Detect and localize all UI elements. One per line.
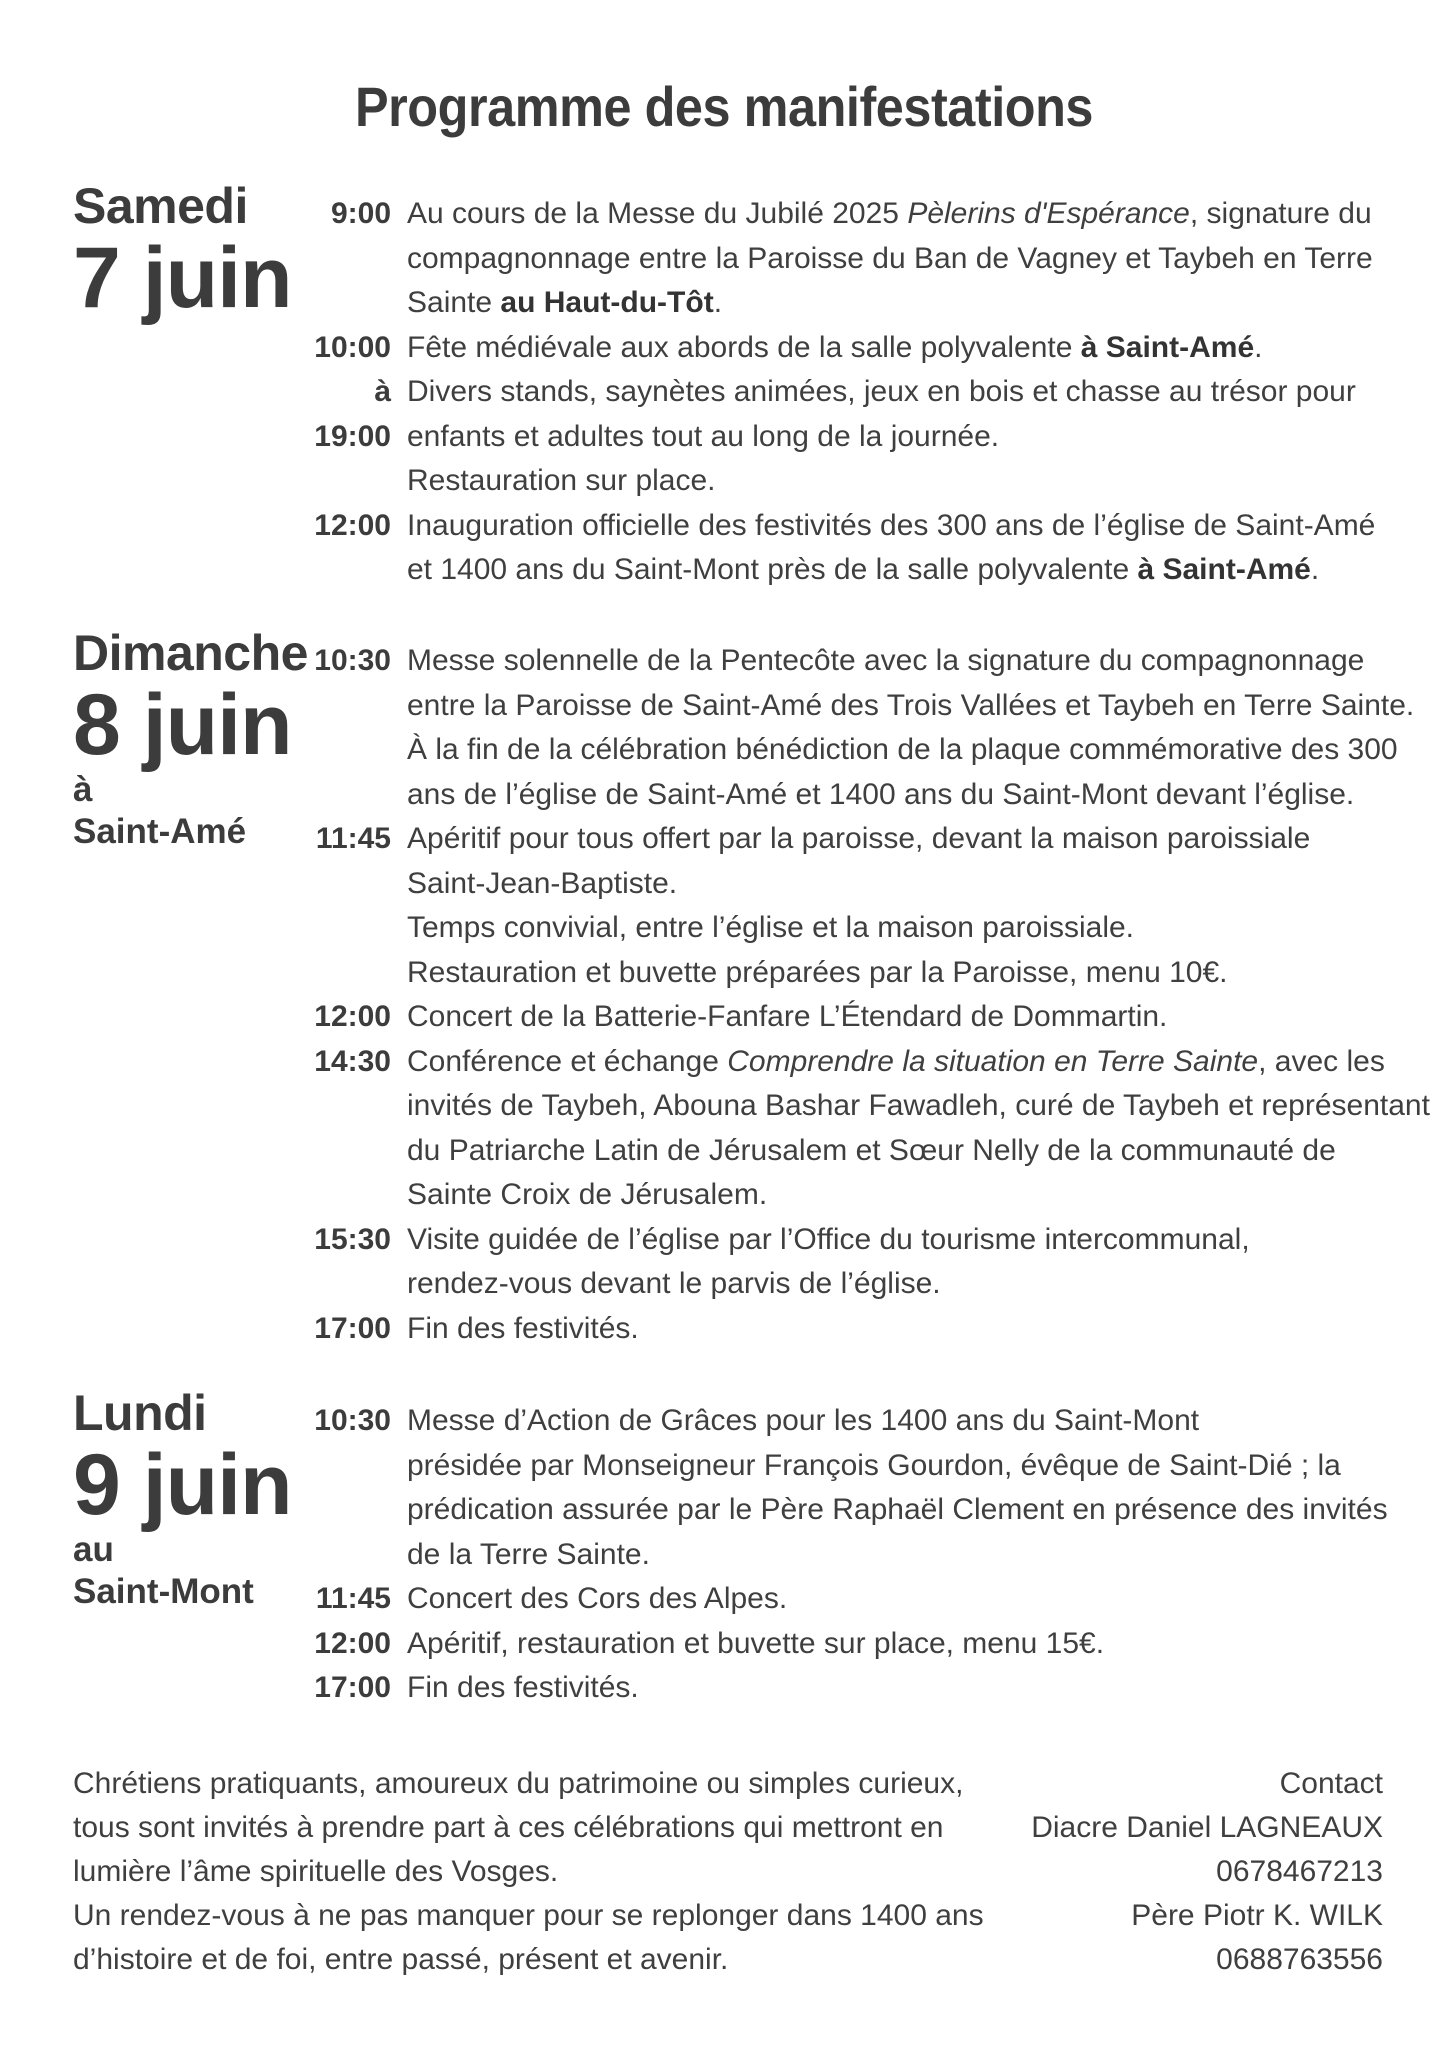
- event-line: [407, 1173, 1430, 1218]
- event-time-line: 11:45: [315, 822, 391, 855]
- event-text: invités de Taybeh, Abouna Bashar Fawadleh, curé de Taybeh et représentant: [407, 1089, 1430, 1122]
- event-line: [407, 1218, 1393, 1263]
- event-time-line: 12:00: [314, 1000, 391, 1033]
- event-text: enfants et adultes tout au long de la journée.: [407, 419, 1000, 453]
- day-location: Saint-Mont: [73, 1572, 254, 1611]
- day-location-prefix: au: [73, 1530, 114, 1569]
- invitation-line: d’histoire et de foi, entre passé, présent et avenir.: [73, 1943, 729, 1976]
- event-line: [407, 951, 1393, 996]
- event-text: rendez-vous devant le parvis de l’église.: [407, 1267, 941, 1300]
- event-line: [407, 1488, 1393, 1533]
- event-time: [293, 1307, 407, 1352]
- event-description: [407, 1666, 1393, 1711]
- event-time-line: 14:30: [314, 1044, 391, 1078]
- event-time: [293, 995, 407, 1040]
- event-place: au Haut-du-Tôt: [500, 286, 714, 319]
- event-line: [407, 415, 1393, 460]
- invitation-line: lumière l’âme spirituelle des Vosges.: [73, 1855, 559, 1888]
- day-date: 8 juin: [73, 677, 292, 773]
- event-description: [407, 192, 1393, 326]
- event-description: [407, 1622, 1393, 1667]
- event-text: Fin des festivités.: [407, 1311, 639, 1345]
- event-line: [407, 1262, 1393, 1307]
- event-line: [407, 773, 1414, 818]
- event-time-line: 10:30: [314, 644, 391, 677]
- day-date: 7 juin: [73, 230, 292, 326]
- contact-name: Diacre Daniel LAGNEAUX: [1031, 1811, 1383, 1844]
- event-time-line: 11:45: [315, 1582, 391, 1615]
- event-line: [407, 1040, 1430, 1085]
- event-row: [293, 1307, 1393, 1352]
- event-line: [407, 1399, 1393, 1444]
- invitation-line: tous sont invités à prendre part à ces célébrations qui mettront en: [73, 1811, 944, 1844]
- event-text: ans de l’église de Saint-Amé et 1400 ans du Saint-Mont devant l’église.: [407, 777, 1355, 811]
- event-description: [407, 1040, 1430, 1218]
- event-description: [407, 326, 1393, 504]
- event-text: compagnonnage entre la Paroisse du Ban de Vagney et Taybeh en Terre: [407, 241, 1373, 275]
- event-description: [407, 504, 1393, 593]
- event-time: [293, 639, 407, 817]
- event-text: Au cours de la Messe du Jubilé 2025: [407, 197, 908, 230]
- event-description: [407, 1218, 1393, 1307]
- event-line: [407, 684, 1414, 729]
- event-row: [293, 639, 1415, 817]
- event-row: [293, 1218, 1393, 1307]
- event-text: Temps convivial, entre l’église et la maison paroissiale.: [407, 911, 1135, 944]
- event-time-line: 19:00: [314, 419, 391, 453]
- event-text: Conférence et échange: [407, 1044, 728, 1078]
- event-text: et 1400 ans du Saint-Mont près de la salle polyvalente: [407, 553, 1138, 586]
- event-row: [293, 1622, 1393, 1667]
- event-text: Apéritif pour tous offert par la paroisse, devant la maison paroissiale: [407, 822, 1311, 855]
- event-text: Restauration et buvette préparées par la Paroisse, menu 10€.: [407, 955, 1228, 989]
- event-text: À la fin de la célébration bénédiction de la plaque commémorative des 300: [407, 733, 1398, 766]
- event-line: [407, 548, 1393, 593]
- event-list: [293, 639, 1430, 1351]
- event-text: Divers stands, saynètes animées, jeux en bois et chasse au trésor pour: [407, 375, 1356, 408]
- event-line: [407, 459, 1393, 504]
- event-line: [407, 326, 1393, 371]
- event-line: [407, 995, 1393, 1040]
- event-time: [293, 504, 407, 593]
- event-line: [407, 1444, 1393, 1489]
- event-time: [293, 1399, 407, 1577]
- event-place: à Saint-Amé: [1137, 553, 1311, 586]
- event-line: [407, 370, 1393, 415]
- event-row: [293, 326, 1393, 504]
- event-text: .: [713, 286, 723, 319]
- event-time-line: 15:30: [314, 1222, 391, 1256]
- event-text: Sainte: [407, 286, 501, 319]
- event-highlight: Comprendre la situation en Terre Sainte: [727, 1044, 1259, 1078]
- event-description: [407, 1577, 1393, 1622]
- contact-phone[interactable]: 0678467213: [1216, 1855, 1383, 1888]
- event-text: Saint-Jean-Baptiste.: [407, 866, 678, 900]
- event-text: Inauguration officielle des festivités des 300 ans de l’église de Saint-Amé: [407, 508, 1376, 542]
- event-time: [293, 1218, 407, 1307]
- event-line: [407, 639, 1414, 684]
- event-line: [407, 1084, 1430, 1129]
- event-text: Messe d’Action de Grâces pour les 1400 ans du Saint-Mont: [407, 1404, 1200, 1437]
- event-place: à Saint-Amé: [1080, 330, 1255, 364]
- event-list: [293, 1399, 1393, 1711]
- event-line: [407, 1666, 1393, 1711]
- event-row: [293, 504, 1393, 593]
- event-description: [407, 1399, 1393, 1577]
- event-time-line: 9:00: [330, 197, 391, 230]
- event-text: Sainte Croix de Jérusalem.: [407, 1178, 768, 1211]
- event-text: Messe solennelle de la Pentecôte avec la signature du compagnonnage: [407, 644, 1365, 677]
- event-line: [407, 237, 1393, 282]
- event-line: [407, 1577, 1393, 1622]
- event-row: [293, 1399, 1393, 1577]
- invitation-line: Un rendez-vous à ne pas manquer pour se replonger dans 1400 ans: [73, 1899, 984, 1932]
- event-text: Concert des Cors des Alpes.: [407, 1582, 788, 1615]
- day-location-prefix: à: [73, 770, 93, 809]
- event-time: [293, 1622, 407, 1667]
- day-heading: [73, 625, 313, 853]
- day-heading: [73, 178, 313, 326]
- event-list: [293, 192, 1393, 593]
- event-time: [293, 1577, 407, 1622]
- day-location: Saint-Amé: [73, 812, 247, 851]
- event-time: [293, 326, 407, 504]
- day-name: Lundi: [73, 1385, 207, 1441]
- event-text: Fin des festivités.: [407, 1671, 639, 1704]
- contact-name: Père Piotr K. WILK: [1131, 1899, 1383, 1932]
- event-line: [407, 504, 1393, 549]
- day-name: Samedi: [73, 178, 248, 234]
- event-time-line: 17:00: [314, 1311, 391, 1345]
- event-text: Apéritif, restauration et buvette sur place, menu 15€.: [407, 1626, 1105, 1660]
- contact-block: [983, 1762, 1383, 1982]
- event-text: prédication assurée par le Père Raphaël Clement en présence des invités: [407, 1493, 1388, 1526]
- event-line: [407, 1622, 1393, 1667]
- event-description: [407, 1307, 1393, 1352]
- day-date: 9 juin: [73, 1437, 292, 1533]
- event-time-line: 17:00: [314, 1671, 391, 1704]
- event-text: entre la Paroisse de Saint-Amé des Trois Vallées et Taybeh en Terre Sainte.: [407, 688, 1415, 722]
- day-name: Dimanche: [73, 625, 308, 681]
- event-text: , avec les: [1258, 1044, 1385, 1078]
- event-line: [407, 1533, 1393, 1578]
- event-time: [293, 192, 407, 326]
- event-row: [293, 1666, 1393, 1711]
- event-time: [293, 1666, 407, 1711]
- event-time: [293, 817, 407, 995]
- event-line: [407, 281, 1393, 326]
- event-time-line: 12:00: [314, 508, 391, 542]
- event-line: [407, 817, 1393, 862]
- event-line: [407, 1307, 1393, 1352]
- event-text: .: [1254, 330, 1263, 364]
- event-row: [293, 1040, 1430, 1218]
- event-description: [407, 817, 1393, 995]
- event-time-line: 10:00: [314, 330, 391, 364]
- event-highlight: Pèlerins d'Espérance: [907, 197, 1190, 230]
- event-text: Concert de la Batterie-Fanfare L’Étendard de Dommartin.: [407, 1000, 1168, 1033]
- contact-label: Contact: [1279, 1767, 1383, 1800]
- contact-phone[interactable]: 0688763556: [1216, 1943, 1383, 1976]
- event-line: [407, 862, 1393, 907]
- invitation-text: [73, 1762, 984, 1982]
- event-text: Fête médiévale aux abords de la salle polyvalente: [407, 330, 1081, 364]
- event-time: [293, 1040, 407, 1218]
- event-line: [407, 192, 1393, 237]
- event-text: Visite guidée de l’église par l’Office du tourisme intercommunal,: [407, 1222, 1250, 1256]
- event-row: [293, 817, 1393, 995]
- event-line: [407, 728, 1414, 773]
- event-text: du Patriarche Latin de Jérusalem et Sœur Nelly de la communauté de: [407, 1133, 1336, 1167]
- event-text: .: [1310, 553, 1320, 586]
- event-text: de la Terre Sainte.: [407, 1537, 650, 1571]
- event-text: présidée par Monseigneur François Gourdon, évêque de Saint-Dié ; la: [407, 1448, 1341, 1482]
- event-text: , signature du: [1189, 197, 1372, 230]
- day-heading: [73, 1385, 313, 1613]
- invitation-line: Chrétiens pratiquants, amoureux du patrimoine ou simples curieux,: [73, 1767, 964, 1800]
- event-time-line: à: [374, 375, 391, 408]
- event-row: [293, 192, 1393, 326]
- event-row: [293, 995, 1393, 1040]
- event-text: Restauration sur place.: [407, 464, 716, 497]
- event-line: [407, 1129, 1430, 1174]
- event-description: [407, 995, 1393, 1040]
- event-time-line: 10:30: [314, 1404, 391, 1437]
- event-description: [407, 639, 1414, 817]
- event-time-line: 12:00: [314, 1626, 391, 1660]
- event-row: [293, 1577, 1393, 1622]
- event-line: [407, 906, 1393, 951]
- page-title: Programme des manifestations: [354, 75, 1094, 138]
